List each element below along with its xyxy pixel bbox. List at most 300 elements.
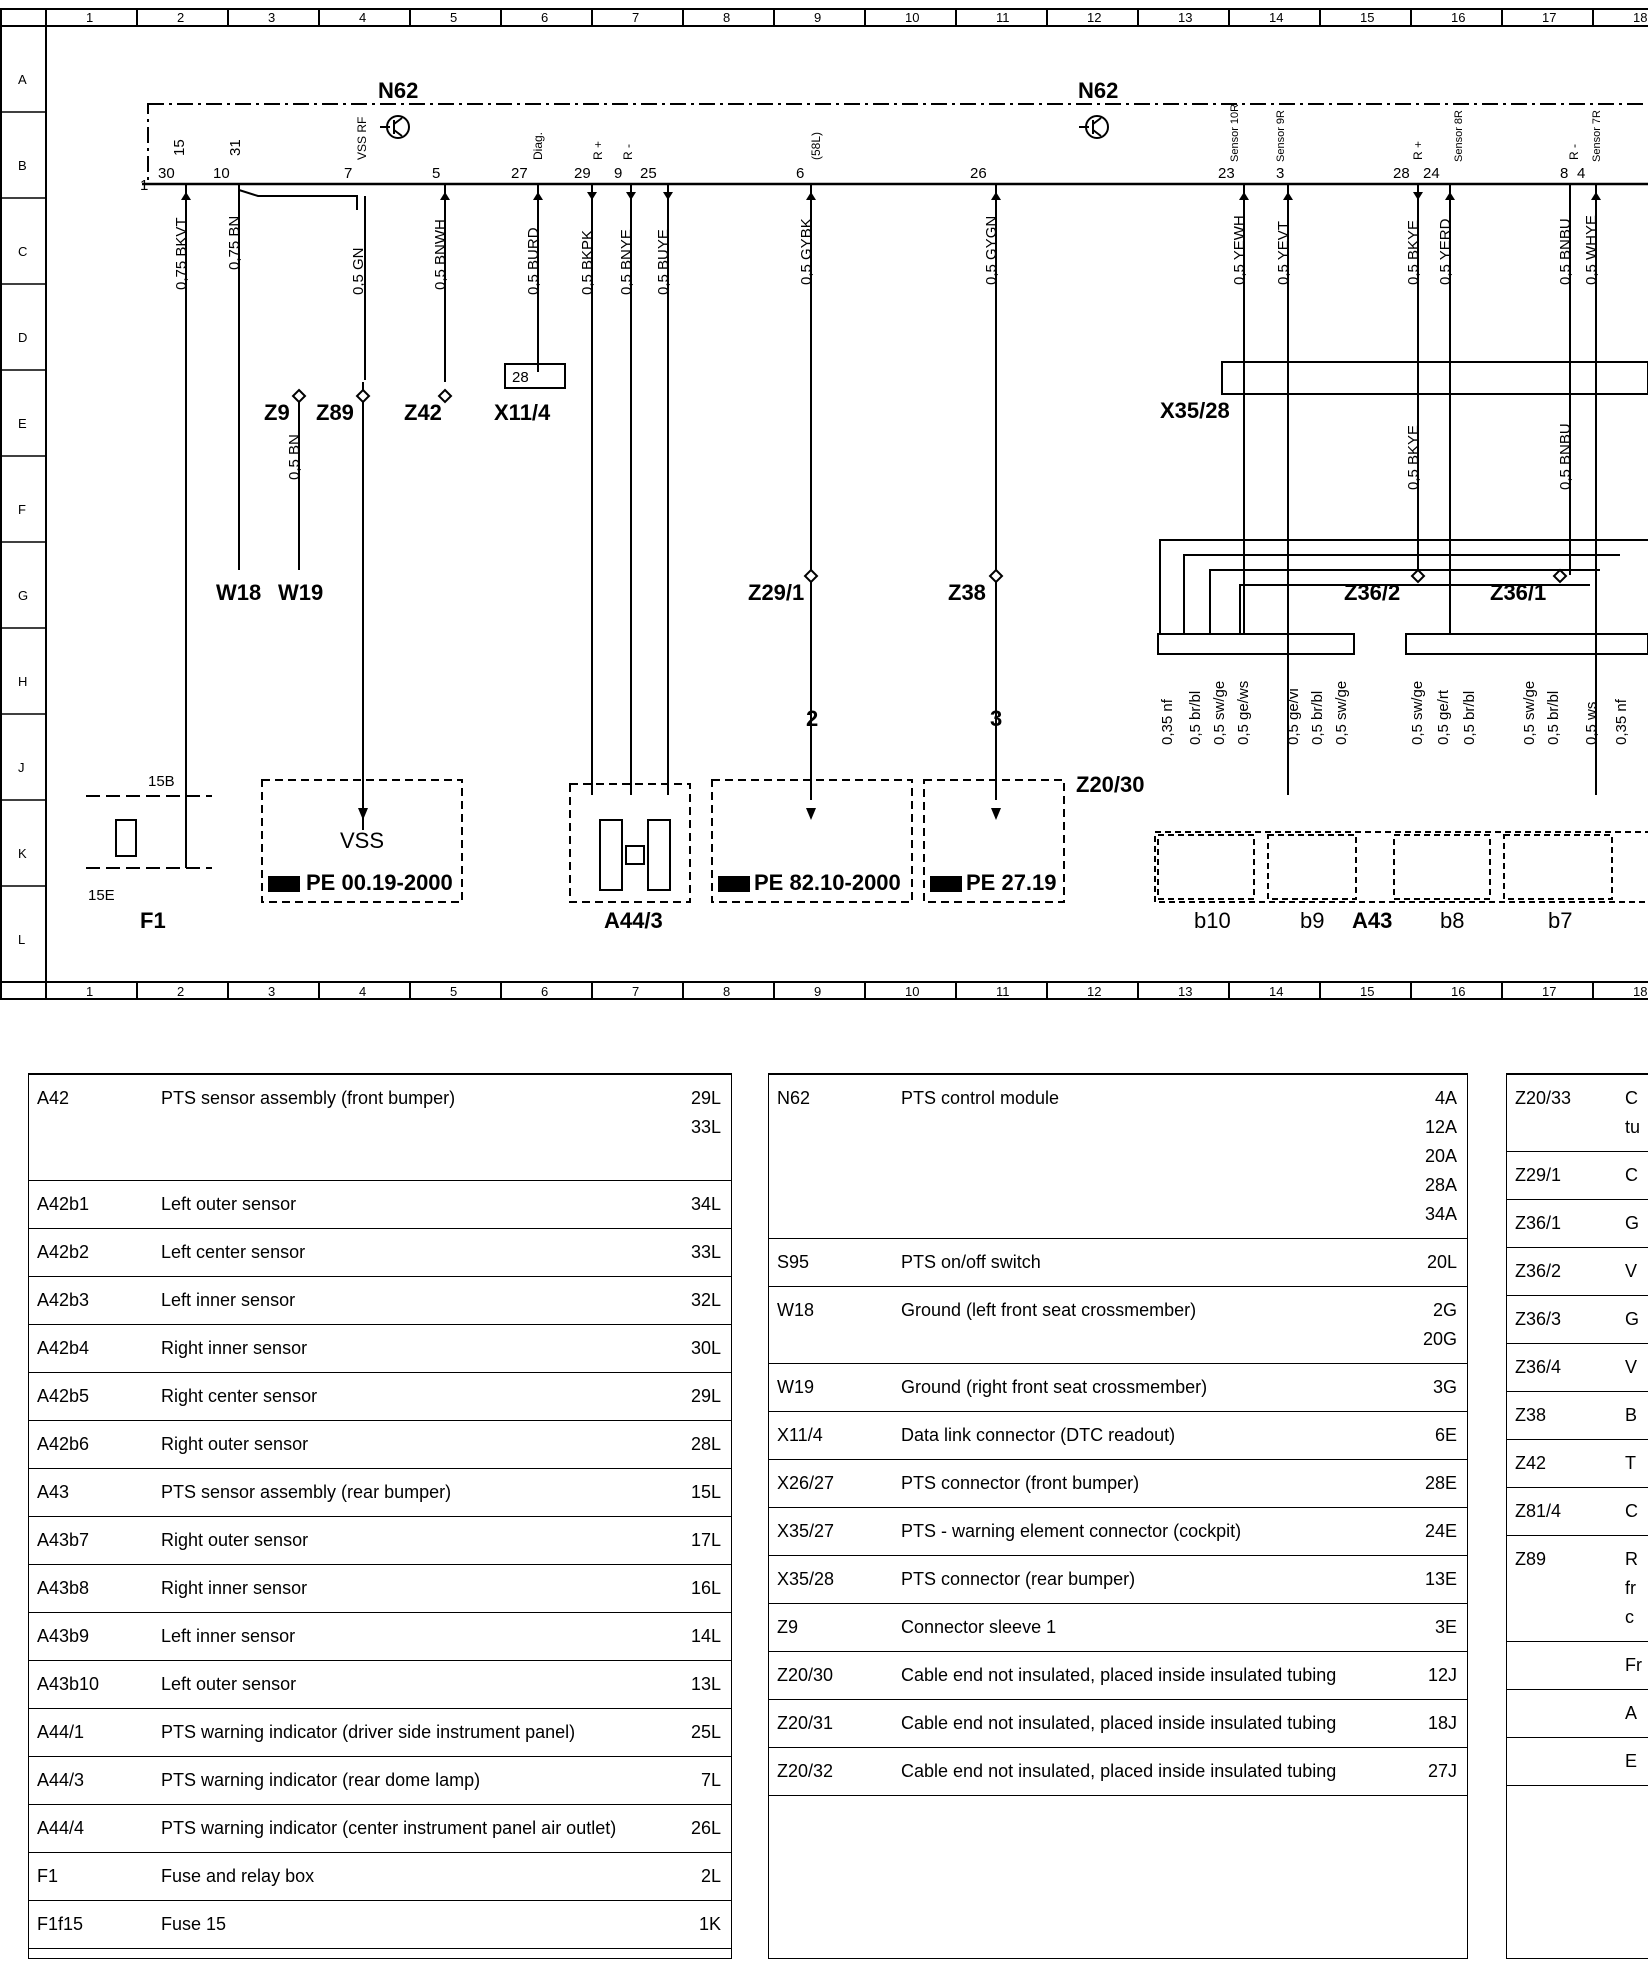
legend-description: PTS control module: [893, 1075, 1389, 1239]
legend-code: A43b7: [29, 1517, 153, 1565]
legend-row: [29, 1661, 731, 1709]
legend-code: A43b9: [29, 1613, 153, 1661]
x35-28-label: X35/28: [1160, 398, 1230, 423]
splice-icons: [293, 390, 1566, 582]
legend-reference: 6E: [1389, 1412, 1467, 1460]
svg-text:15: 15: [171, 139, 188, 156]
legend-description: R fr c: [1617, 1536, 1648, 1642]
legend-description: Right outer sensor: [153, 1421, 653, 1469]
legend-reference: 13L: [653, 1661, 731, 1709]
legend-code: Z89: [1507, 1536, 1617, 1642]
grid-row-label: A: [18, 72, 27, 87]
svg-text:0,5 ge/ws: 0,5 ge/ws: [1235, 680, 1252, 745]
legend-row: [769, 1604, 1467, 1652]
svg-text:0,5 BKYE: 0,5 BKYE: [1405, 219, 1422, 285]
grid-column-label: 5: [450, 10, 458, 25]
legend-description: G: [1617, 1200, 1648, 1248]
grid-column-label: 12: [1087, 10, 1102, 25]
grid-column-label: 18: [1633, 10, 1648, 25]
legend-row: [1507, 1738, 1648, 1786]
legend-description: G: [1617, 1296, 1648, 1344]
legend-reference: 14L: [653, 1613, 731, 1661]
svg-text:Sensor 8R: Sensor 8R: [1453, 110, 1465, 162]
legend-description: Fr: [1617, 1642, 1648, 1690]
legend-code: A44/1: [29, 1709, 153, 1757]
legend-code: A42b4: [29, 1325, 153, 1373]
b7-label: b7: [1548, 908, 1573, 933]
legend-description: PTS - warning element connector (cockpit): [893, 1508, 1389, 1556]
svg-text:25: 25: [640, 165, 657, 182]
node-1-label: 1: [140, 177, 149, 194]
grid-column-label: 15: [1360, 10, 1375, 25]
legend-row: [1507, 1488, 1648, 1536]
svg-text:0,5 sw/ge: 0,5 sw/ge: [1521, 680, 1538, 745]
grid-column-label: 16: [1451, 10, 1466, 25]
legend-code: A44/4: [29, 1805, 153, 1853]
legend-reference: 13E: [1389, 1556, 1467, 1604]
legend-row: [29, 1469, 731, 1517]
svg-text:R +: R +: [1411, 140, 1425, 160]
grid-column-label: 6: [541, 984, 549, 999]
grid-column-label: 3: [268, 10, 276, 25]
svg-text:VSS RF: VSS RF: [355, 116, 369, 160]
legend-code: [1507, 1738, 1617, 1786]
legend-row: [1507, 1440, 1648, 1488]
legend-description: PTS warning indicator (rear dome lamp): [153, 1757, 653, 1805]
z9-label: Z9: [264, 400, 290, 425]
z36-2-label: Z36/2: [1344, 580, 1401, 605]
legend-description: PTS sensor assembly (rear bumper): [153, 1469, 653, 1517]
svg-text:0,5 BNWH: 0,5 BNWH: [432, 219, 449, 290]
legend-row: [769, 1748, 1467, 1796]
legend-row: [29, 1421, 731, 1469]
f1-label: F1: [140, 908, 166, 933]
legend-code: X26/27: [769, 1460, 893, 1508]
grid-column-label: 12: [1087, 984, 1102, 999]
grid-column-label: 14: [1269, 984, 1284, 999]
grid-column-label: 11: [996, 10, 1010, 25]
a43-label: A43: [1352, 908, 1393, 933]
arrow-3-label: 3: [990, 706, 1003, 731]
grid-column-label: 2: [177, 10, 185, 25]
svg-text:0,5 YERD: 0,5 YERD: [1437, 218, 1454, 285]
legend-description: C: [1617, 1488, 1648, 1536]
legend-reference: 3G: [1389, 1364, 1467, 1412]
legend-row: [29, 1709, 731, 1757]
legend-description: E: [1617, 1738, 1648, 1786]
svg-text:(58L): (58L): [809, 131, 823, 160]
z29-1-label: Z29/1: [748, 580, 805, 605]
grid-column-label: 16: [1451, 984, 1466, 999]
grid-row-label: H: [18, 674, 28, 689]
legend-reference: 24E: [1389, 1508, 1467, 1556]
z36-1-label: Z36/1: [1490, 580, 1547, 605]
legend-code: Z38: [1507, 1392, 1617, 1440]
legend-description: A: [1617, 1690, 1648, 1738]
ref-z29: PE 82.10-2000: [754, 870, 901, 895]
legend-description: Data link connector (DTC readout): [893, 1412, 1389, 1460]
svg-text:0,5 BN: 0,5 BN: [286, 434, 303, 480]
svg-text:0,5 sw/ge: 0,5 sw/ge: [1333, 680, 1350, 745]
svg-text:0,5 YEWH: 0,5 YEWH: [1231, 215, 1248, 285]
svg-text:0,5 BUYE: 0,5 BUYE: [655, 229, 672, 295]
svg-text:0,5 ge/vi: 0,5 ge/vi: [1285, 688, 1302, 745]
legend-row: [1507, 1344, 1648, 1392]
legend-row: [769, 1508, 1467, 1556]
grid-row-labels: [1, 26, 46, 947]
indicator-lamp-icon: [600, 820, 670, 890]
legend-code: Z20/32: [769, 1748, 893, 1796]
legend-row: [29, 1277, 731, 1325]
legend-row: [1507, 1075, 1648, 1152]
legend-description: PTS warning indicator (driver side instrument panel): [153, 1709, 653, 1757]
legend-description: Ground (left front seat crossmember): [893, 1287, 1389, 1364]
legend-code: W18: [769, 1287, 893, 1364]
grid-row-label: D: [18, 330, 28, 345]
legend-description: Fuse and relay box: [153, 1853, 653, 1901]
grid-column-label: 1: [86, 10, 94, 25]
legend-row: [769, 1075, 1467, 1239]
svg-text:8: 8: [1560, 165, 1569, 182]
grid-column-label: 11: [996, 984, 1010, 999]
legend-code: Z36/4: [1507, 1344, 1617, 1392]
legend-description: Cable end not insulated, placed inside insulated tubing: [893, 1700, 1389, 1748]
grid-column-label: 13: [1178, 10, 1193, 25]
svg-text:0,5 BNYE: 0,5 BNYE: [618, 229, 635, 295]
svg-text:Diag.: Diag.: [531, 131, 545, 160]
legend-reference: 32L: [653, 1277, 731, 1325]
legend-description: Fuse 15: [153, 1901, 653, 1949]
legend-description: Right outer sensor: [153, 1517, 653, 1565]
f1-15e-label: 15E: [88, 887, 115, 904]
legend-code: A42b1: [29, 1181, 153, 1229]
svg-text:26: 26: [970, 165, 987, 182]
legend-code: Z9: [769, 1604, 893, 1652]
arrow-down-icons: [358, 808, 1001, 820]
legend-reference: 1K: [653, 1901, 731, 1949]
harness-wire-labels: [1159, 681, 1630, 745]
legend-reference: 28E: [1389, 1460, 1467, 1508]
legend-row: [29, 1517, 731, 1565]
legend-code: Z20/30: [769, 1652, 893, 1700]
legend-reference: 30L: [653, 1325, 731, 1373]
legend-row: [29, 1373, 731, 1421]
legend-row: [769, 1239, 1467, 1287]
legend-reference: 7L: [653, 1757, 731, 1805]
svg-text:3: 3: [1276, 165, 1285, 182]
svg-text:R -: R -: [621, 144, 635, 160]
grid-column-label: 6: [541, 10, 549, 25]
svg-text:0,5 GYGN: 0,5 GYGN: [983, 215, 1000, 285]
svg-text:0,5 BKPK: 0,5 BKPK: [579, 229, 596, 295]
legend-row: [29, 1075, 731, 1181]
legend-row: [769, 1652, 1467, 1700]
svg-text:31: 31: [227, 139, 244, 156]
legend-code: [1507, 1642, 1617, 1690]
legend-code: W19: [769, 1364, 893, 1412]
legend-row: [1507, 1248, 1648, 1296]
grid-row-label: E: [18, 416, 27, 431]
legend-reference: 3E: [1389, 1604, 1467, 1652]
z38-label: Z38: [948, 580, 986, 605]
svg-text:Sensor 7R: Sensor 7R: [1591, 110, 1603, 162]
svg-text:7: 7: [344, 165, 353, 182]
grid-column-label: 8: [723, 984, 731, 999]
svg-text:10: 10: [213, 165, 230, 182]
svg-text:0,5 WHYE: 0,5 WHYE: [1583, 214, 1600, 285]
legend-row: [29, 1565, 731, 1613]
legend-code: Z36/2: [1507, 1248, 1617, 1296]
legend-code: A42b6: [29, 1421, 153, 1469]
svg-text:0,5 ws: 0,5 ws: [1583, 701, 1600, 745]
legend-reference: 16L: [653, 1565, 731, 1613]
legend-code: Z20/31: [769, 1700, 893, 1748]
legend-row: [1507, 1296, 1648, 1344]
svg-text:0,5 br/bl: 0,5 br/bl: [1545, 690, 1562, 745]
svg-text:23: 23: [1218, 165, 1235, 182]
svg-text:Sensor 10R: Sensor 10R: [1229, 103, 1241, 162]
legend-code: Z36/3: [1507, 1296, 1617, 1344]
z89-label: Z89: [316, 400, 354, 425]
grid-column-label: 5: [450, 984, 458, 999]
svg-text:0,35 nf: 0,35 nf: [1159, 699, 1176, 745]
legend-code: Z81/4: [1507, 1488, 1617, 1536]
legend-reference: 29L: [653, 1373, 731, 1421]
svg-text:0,5 sw/ge: 0,5 sw/ge: [1211, 680, 1228, 745]
legend-description: Left outer sensor: [153, 1181, 653, 1229]
legend-code: X35/27: [769, 1508, 893, 1556]
legend-description: Right inner sensor: [153, 1325, 653, 1373]
grid-column-label: 9: [814, 984, 822, 999]
grid-column-label: 13: [1178, 984, 1193, 999]
pin-arrow-icons: [181, 192, 1601, 200]
n62-pins: [158, 104, 1603, 182]
sensor-harness: [1158, 540, 1648, 654]
svg-text:0,5 GYBK: 0,5 GYBK: [798, 218, 815, 285]
legend-reference: 20L: [1389, 1239, 1467, 1287]
legend-row: [29, 1325, 731, 1373]
legend-row: [1507, 1690, 1648, 1738]
legend-code: A43: [29, 1469, 153, 1517]
legend-reference: 4A 12A 20A 28A 34A: [1389, 1075, 1467, 1239]
legend-description: PTS on/off switch: [893, 1239, 1389, 1287]
b9-label: b9: [1300, 908, 1325, 933]
legend-reference: 25L: [653, 1709, 731, 1757]
svg-text:0,5 BNBU: 0,5 BNBU: [1557, 218, 1574, 285]
grid-column-label: 7: [632, 10, 640, 25]
legend-col1: [28, 1073, 732, 1959]
svg-text:24: 24: [1423, 165, 1440, 182]
vss-label: VSS: [340, 828, 385, 853]
svg-text:5: 5: [432, 165, 441, 182]
grid-column-label: 10: [905, 984, 920, 999]
grid-column-label: 17: [1542, 984, 1557, 999]
grid-row-label: L: [18, 932, 26, 947]
svg-text:0,5 BNBU: 0,5 BNBU: [1557, 423, 1574, 490]
svg-text:0,5 GN: 0,5 GN: [350, 247, 367, 295]
legend-row: [29, 1805, 731, 1853]
legend-code: N62: [769, 1075, 893, 1239]
arrow-2-label: 2: [806, 706, 819, 731]
legend-description: PTS connector (front bumper): [893, 1460, 1389, 1508]
w19-label: W19: [278, 580, 324, 605]
legend-row: [29, 1613, 731, 1661]
svg-text:4: 4: [1577, 165, 1586, 182]
legend-code: X35/28: [769, 1556, 893, 1604]
legend-reference: 12J: [1389, 1652, 1467, 1700]
legend-reference: 17L: [653, 1517, 731, 1565]
svg-text:0,5 sw/ge: 0,5 sw/ge: [1409, 680, 1426, 745]
grid-row-label: G: [18, 588, 29, 603]
grid-row-label: K: [18, 846, 27, 861]
svg-text:0,5 br/bl: 0,5 br/bl: [1309, 690, 1326, 745]
grid-column-label: 7: [632, 984, 640, 999]
grid-column-label: 14: [1269, 10, 1284, 25]
svg-text:9: 9: [614, 165, 623, 182]
svg-text:R -: R -: [1567, 144, 1581, 160]
legend-row: [29, 1853, 731, 1901]
legend-description: Left outer sensor: [153, 1661, 653, 1709]
legend-row: [1507, 1392, 1648, 1440]
legend-description: V: [1617, 1344, 1648, 1392]
legend-code: [1507, 1690, 1617, 1738]
legend-code: Z36/1: [1507, 1200, 1617, 1248]
legend-row: [1507, 1152, 1648, 1200]
svg-text:27: 27: [511, 165, 528, 182]
legend-description: C: [1617, 1152, 1648, 1200]
legend-row: [29, 1229, 731, 1277]
ref-vss: PE 00.19-2000: [306, 870, 453, 895]
grid-column-label: 9: [814, 10, 822, 25]
ref-z38: PE 27.19: [966, 870, 1057, 895]
legend-reference: 34L: [653, 1181, 731, 1229]
svg-text:0,5 BKYE: 0,5 BKYE: [1405, 424, 1422, 490]
svg-text:0,5 br/bl: 0,5 br/bl: [1187, 690, 1204, 745]
legend-code: A44/3: [29, 1757, 153, 1805]
legend-description: PTS connector (rear bumper): [893, 1556, 1389, 1604]
svg-text:30: 30: [158, 165, 175, 182]
legend-reference: 2G 20G: [1389, 1287, 1467, 1364]
a44-3-label: A44/3: [604, 908, 663, 933]
legend-row: [769, 1287, 1467, 1364]
legend-code: A42b2: [29, 1229, 153, 1277]
grid-row-label: F: [18, 502, 26, 517]
x11-4-label: X11/4: [494, 400, 551, 425]
legend-description: Ground (right front seat crossmember): [893, 1364, 1389, 1412]
grid-column-label: 4: [359, 10, 367, 25]
svg-text:0,35 nf: 0,35 nf: [1613, 699, 1630, 745]
legend-row: [29, 1181, 731, 1229]
legend-description: Right inner sensor: [153, 1565, 653, 1613]
transistor-icon: [380, 116, 1108, 138]
grid-row-label: J: [18, 760, 25, 775]
legend-reference: 15L: [653, 1469, 731, 1517]
legend-code: A43b8: [29, 1565, 153, 1613]
svg-text:R +: R +: [591, 140, 605, 160]
svg-text:29: 29: [574, 165, 591, 182]
legend-description: PTS warning indicator (center instrument panel air outlet): [153, 1805, 653, 1853]
grid-row-label: C: [18, 244, 28, 259]
w18-label: W18: [216, 580, 262, 605]
legend-row: [769, 1700, 1467, 1748]
grid-row-label: B: [18, 158, 27, 173]
grid-column-label: 15: [1360, 984, 1375, 999]
legend-description: Cable end not insulated, placed inside insulated tubing: [893, 1748, 1389, 1796]
legend-code: Z29/1: [1507, 1152, 1617, 1200]
legend-code: A42b3: [29, 1277, 153, 1325]
legend-row: [1507, 1200, 1648, 1248]
legend-reference: 29L 33L: [653, 1075, 731, 1181]
legend-row: [769, 1412, 1467, 1460]
b10-label: b10: [1194, 908, 1231, 933]
legend-description: Left inner sensor: [153, 1613, 653, 1661]
legend-code: A43b10: [29, 1661, 153, 1709]
grid-column-label: 3: [268, 984, 276, 999]
grid-column-label: 17: [1542, 10, 1557, 25]
legend-code: X11/4: [769, 1412, 893, 1460]
legend-description: C tu: [1617, 1075, 1648, 1152]
grid-column-label: 10: [905, 10, 920, 25]
legend-description: T: [1617, 1440, 1648, 1488]
legend-row: [1507, 1642, 1648, 1690]
legend-reference: 18J: [1389, 1700, 1467, 1748]
grid-column-labels: [46, 9, 1647, 999]
legend-reference: 26L: [653, 1805, 731, 1853]
svg-text:0,5 br/bl: 0,5 br/bl: [1461, 690, 1478, 745]
legend-reference: 28L: [653, 1421, 731, 1469]
legend-code: Z42: [1507, 1440, 1617, 1488]
svg-text:0,75 BKVT: 0,75 BKVT: [173, 217, 190, 290]
legend-row: [29, 1901, 731, 1949]
f1-15b-label: 15B: [148, 773, 175, 790]
svg-text:0,5 YEVT: 0,5 YEVT: [1275, 221, 1292, 285]
legend-description: Left center sensor: [153, 1229, 653, 1277]
legend-row: [769, 1460, 1467, 1508]
legend-reference: 27J: [1389, 1748, 1467, 1796]
svg-text:0,5 ge/rt: 0,5 ge/rt: [1435, 689, 1452, 745]
legend-description: Connector sleeve 1: [893, 1604, 1389, 1652]
svg-text:0,5 BURD: 0,5 BURD: [525, 227, 542, 295]
n62-label-left: N62: [378, 78, 419, 103]
legend-code: A42: [29, 1075, 153, 1181]
legend-code: S95: [769, 1239, 893, 1287]
legend-code: F1: [29, 1853, 153, 1901]
legend-col2: [768, 1073, 1468, 1959]
legend-description: Right center sensor: [153, 1373, 653, 1421]
legend-reference: 2L: [653, 1853, 731, 1901]
legend-description: PTS sensor assembly (front bumper): [153, 1075, 653, 1181]
n62-label-right: N62: [1078, 78, 1119, 103]
z42-label: Z42: [404, 400, 442, 425]
fuse-box: [86, 796, 212, 868]
sensor-boxes: [1155, 832, 1648, 902]
legend-code: F1f15: [29, 1901, 153, 1949]
legend-code: A42b5: [29, 1373, 153, 1421]
wire-lines: [186, 184, 1596, 868]
grid-column-label: 4: [359, 984, 367, 999]
grid-column-label: 18: [1633, 984, 1648, 999]
legend-row: [29, 1757, 731, 1805]
x11-pin-label: 28: [512, 369, 529, 386]
legend-code: Z20/33: [1507, 1075, 1617, 1152]
legend-row: [769, 1556, 1467, 1604]
grid-column-label: 8: [723, 10, 731, 25]
grid-column-label: 2: [177, 984, 185, 999]
legend-row: [769, 1364, 1467, 1412]
svg-text:6: 6: [796, 165, 805, 182]
grid-column-label: 1: [86, 984, 94, 999]
legend-reference: 33L: [653, 1229, 731, 1277]
